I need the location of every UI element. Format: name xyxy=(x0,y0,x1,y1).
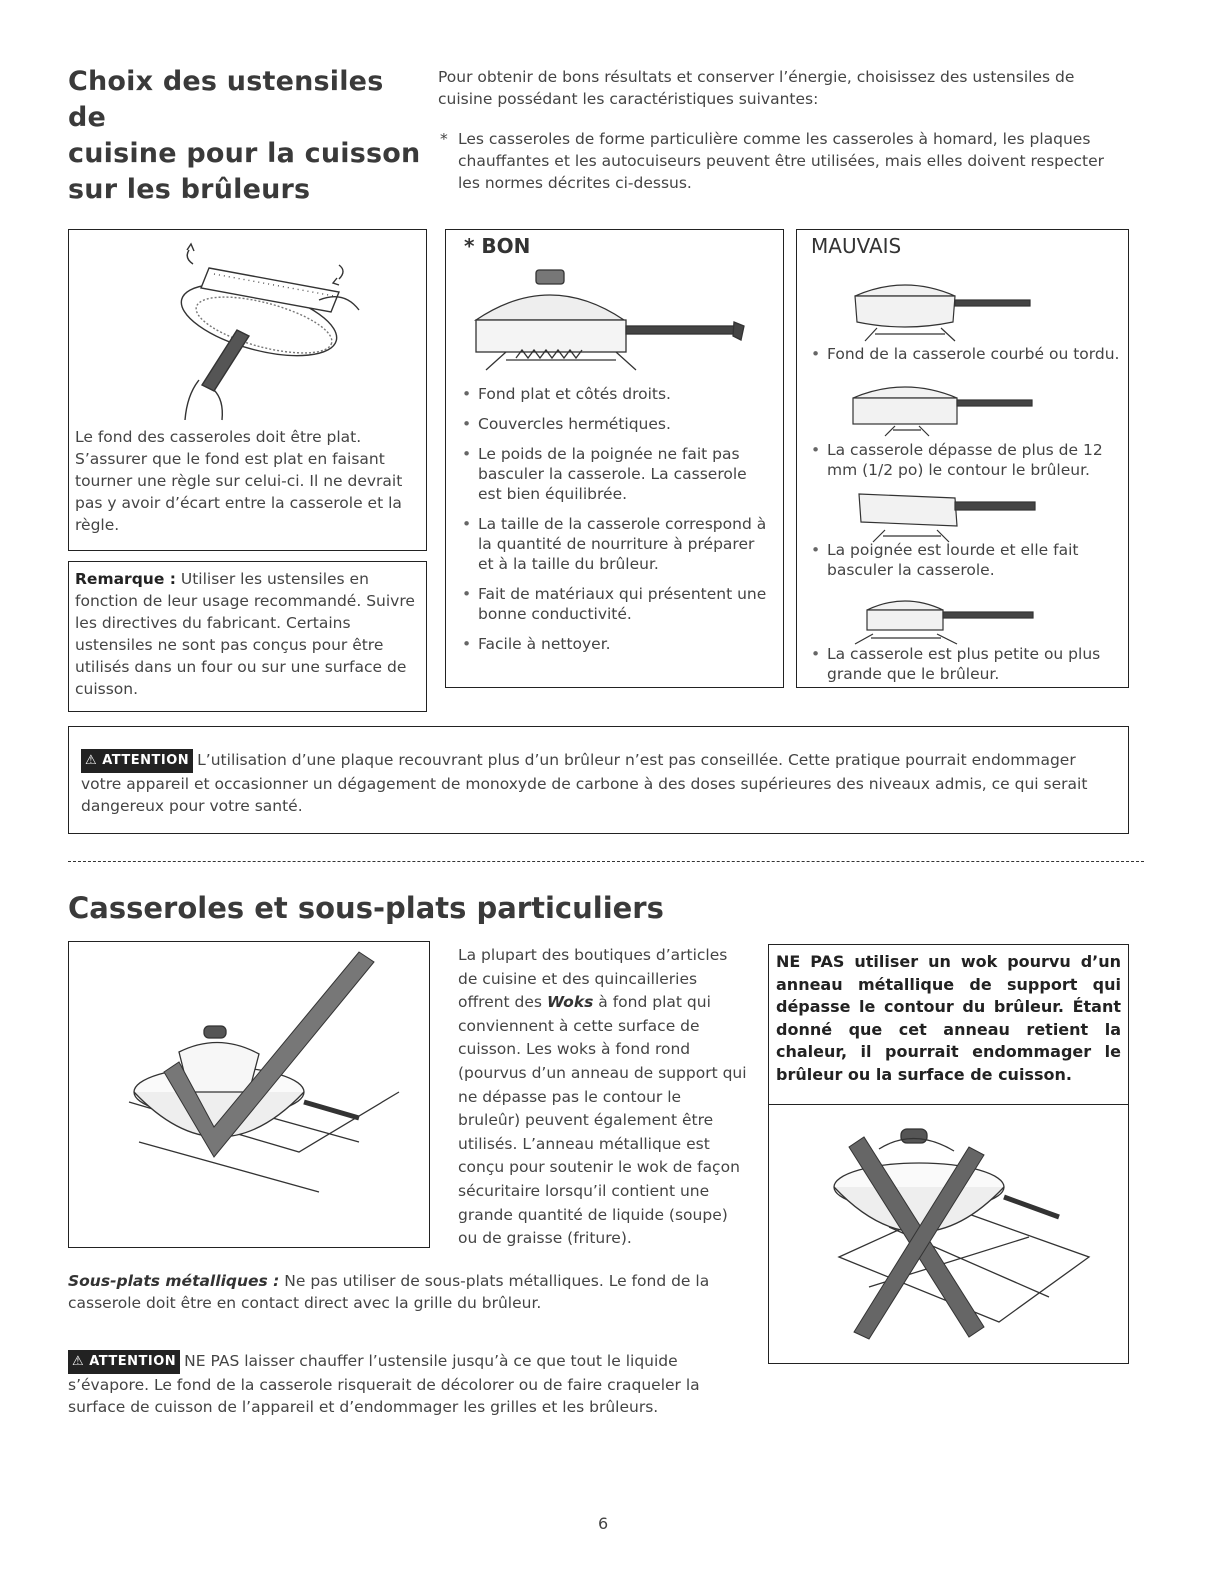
warning-body-2: NE PAS laisser chauffer l’ustensile jusqu’à ce que tout le liquide s’évapore. Le fond de la casserole risquerait de décolorer ou de faire craqueler la surface de cuisson de l’appareil et d’endommager les grilles et les brûleurs. xyxy=(68,1352,700,1416)
bad-item: • La casserole est plus petite ou plus grande que le brûleur. xyxy=(807,644,1125,684)
good-item: • Fait de matériaux qui présentent une bonne conductivité. xyxy=(458,584,768,624)
warning-label-2: ⚠ ATTENTION xyxy=(68,1350,180,1374)
wok-checkmark-illustration xyxy=(69,942,427,1246)
warning-text-evaporate xyxy=(68,1350,758,1418)
flatness-box xyxy=(68,229,427,551)
warning-label-2-text: ATTENTION xyxy=(89,1354,177,1369)
section-divider xyxy=(68,861,1144,862)
trivets-label: Sous-plats métalliques : xyxy=(68,1272,280,1290)
title-line-1: Choix des ustensiles de xyxy=(68,66,384,133)
bad-item-3 xyxy=(807,540,1125,580)
bad-pan-size-illustration xyxy=(845,586,1045,650)
warning-text-plate xyxy=(81,749,1116,817)
wok-paragraph xyxy=(458,944,748,1251)
asterisk-note-text: Les casseroles de forme particulière comme les casseroles à homard, les plaques chauffantes et les autocuiseurs peuvent être utilisées, mais elles doivent respecter les normes décrites ci-dessus. xyxy=(458,130,1105,192)
bad-item-1 xyxy=(807,344,1125,364)
good-cookware-box xyxy=(445,229,784,688)
good-item: • Fond plat et côtés droits. xyxy=(458,384,768,404)
page-number: 6 xyxy=(598,1514,609,1533)
bad-title: MAUVAIS xyxy=(811,234,902,258)
remark-box xyxy=(68,561,427,712)
bad-pan-curved-illustration xyxy=(845,266,1045,346)
trivets-text: Ne pas utiliser de sous-plats métalliques. Le fond de la casserole doit être en contact direct avec la grille du brûleur. xyxy=(68,1272,710,1312)
title-line-3: sur les brûleurs xyxy=(68,174,311,205)
section-title-cookware xyxy=(68,64,428,208)
section-title-special-pans: Casseroles et sous-plats particuliers xyxy=(68,891,664,925)
warning-label: ⚠ ATTENTION xyxy=(81,749,193,773)
remark-text xyxy=(75,568,415,700)
wok-cross-illustration xyxy=(769,1107,1125,1363)
warning-label-text: ATTENTION xyxy=(102,753,190,768)
intro-text: Pour obtenir de bons résultats et conserver l’énergie, choisissez des ustensiles de cuisine possédant les caractéristiques suivantes: xyxy=(438,68,1075,108)
flatness-caption: Le fond des casseroles doit être plat. S’assurer que le fond est plat en faisant tourner une règle sur celui-ci. Il ne devrait pas y avoir d’écart entre la casserole et la règle. xyxy=(75,428,403,534)
good-pan-illustration xyxy=(446,260,782,390)
wok-good-box xyxy=(68,941,430,1248)
bad-item: • Fond de la casserole courbé ou tordu. xyxy=(807,344,1125,364)
ruler-pan-illustration xyxy=(69,230,425,422)
asterisk-note xyxy=(440,128,1130,194)
bad-item: • La poignée est lourde et elle fait basculer la casserole. xyxy=(807,540,1125,580)
good-items-list xyxy=(458,384,768,654)
wok-warning-divider xyxy=(769,1104,1128,1105)
warning-box-plate xyxy=(68,726,1129,834)
wok-warning-text: NE PAS utiliser un wok pourvu d’un anneau métallique de support qui dépasse le contour du brûleur. Étant donné que cet anneau retient la chaleur, il pourrait endommager le brûleur ou la surface de cuisson. xyxy=(776,952,1121,1084)
good-item: • Couvercles hermétiques. xyxy=(458,414,768,434)
bad-pan-overhang-illustration xyxy=(845,370,1045,440)
bad-pan-heavy-handle-illustration xyxy=(845,484,1045,548)
good-item: • Le poids de la poignée ne fait pas basculer la casserole. La casserole est bien équilibrée. xyxy=(458,444,768,504)
wok-word: Woks xyxy=(546,993,594,1012)
warning-body: L’utilisation d’une plaque recouvrant plus d’un brûleur n’est pas conseillée. Cette pratique pourrait endommager votre appareil et occasionner un dégagement de monoxyde de carbone à des doses supérieures des niveaux admis, ce qui serait dangereux pour votre santé. xyxy=(81,751,1088,815)
good-item: • La taille de la casserole correspond à la quantité de nourriture à préparer et à la taille du brûleur. xyxy=(458,514,768,574)
bad-item: • La casserole dépasse de plus de 12 mm (1/2 po) le contour le brûleur. xyxy=(807,440,1125,480)
asterisk-mark: * xyxy=(440,130,448,148)
remark-label: Remarque : xyxy=(75,570,176,588)
trivets-paragraph xyxy=(68,1270,758,1314)
wok-text-before: La plupart des boutiques d’articles de cuisine et des quincailleries offrent des xyxy=(458,946,728,1012)
remark-body: Utiliser les ustensiles en fonction de leur usage recommandé. Suivre les directives du fabricant. Certains ustensiles ne sont pas conçus pour être utilisés dans un four ou sur une surface de cuisson. xyxy=(75,570,415,698)
good-title: * BON xyxy=(464,234,531,258)
wok-text-after: à fond plat qui conviennent à cette surface de cuisson. Les woks à fond rond (pourvus d’un anneau de support qui ne dépasse pas le contour le bruleûr) peuvent également être utilisés. L’anneau métallique est conçu pour soutenir le wok de façon sécuritaire lorsqu’il contient une grande quantité de liquide (soupe) ou de graisse (friture). xyxy=(458,993,747,1248)
title-line-2: cuisine pour la cuisson xyxy=(68,138,421,169)
good-item: • Facile à nettoyer. xyxy=(458,634,768,654)
bad-item-2 xyxy=(807,440,1125,480)
bad-cookware-box xyxy=(796,229,1129,688)
bad-item-4 xyxy=(807,644,1125,684)
wok-warning-box xyxy=(768,944,1129,1364)
